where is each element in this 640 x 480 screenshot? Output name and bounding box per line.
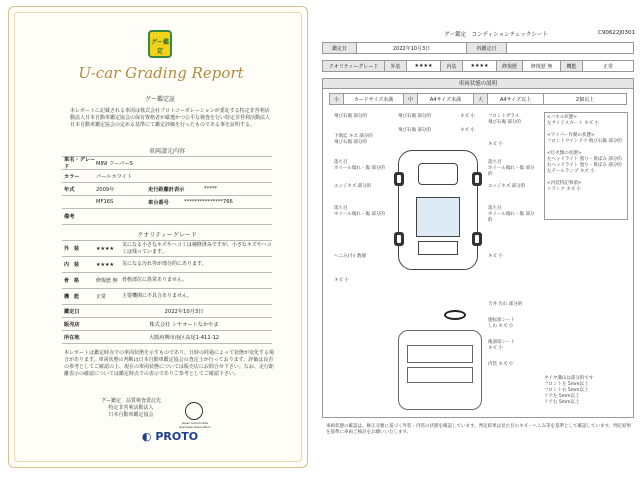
rear-seats	[407, 367, 473, 383]
date-label: 鑑定日	[64, 308, 80, 315]
exterior-value: ★★★★	[407, 61, 441, 71]
note-mid-3: キズ 小	[460, 114, 475, 119]
address-label: 所在地	[64, 334, 80, 341]
note-left-6: へこみ(小) 数個	[334, 254, 366, 259]
quality-stars: 正常	[96, 294, 107, 300]
exterior-label: 外装	[385, 61, 407, 71]
quality-label: 機 能	[64, 294, 80, 300]
rear-window	[418, 241, 458, 255]
quality-label: 骨 格	[64, 278, 80, 284]
vehicle-section-title: 車両請元内容	[148, 148, 185, 155]
remarks-row	[62, 209, 272, 225]
model-row	[62, 157, 272, 170]
note-right-1: フロントガラス 飛び石傷 部分的	[488, 114, 521, 125]
quality-row-interior	[62, 257, 272, 273]
note-mid-4: キズ 小	[460, 128, 475, 133]
address-value: 大阪府堺市南区高尾1-411-12	[148, 334, 220, 341]
model-label: 車名・グレード	[64, 157, 96, 170]
grade-row-sheet	[322, 60, 634, 72]
quality-desc: 気になる汚れ等が部分的にあります。	[122, 261, 207, 267]
side-detail-box: <パネル状態> 左サイドスカート キズ 小 <ワイパー作動の状態> フロントウインドウ 飛び石傷 部分的 <灯火類の状態> 左ヘッドライト 曇り・黄ばみ 部分的 右ヘッドライト 曇り・黄ばみ 部分的 左テールランプ キズ 小 <内装特記事項> トランク キズ 小	[544, 112, 628, 220]
note-right-6: キズ 小	[488, 254, 503, 259]
car-top-view	[398, 150, 478, 270]
size-mid-key: 中	[404, 94, 418, 104]
note-right-5: 落ち目 ホイール傷れ・傷 部分的	[488, 206, 535, 223]
interior-label: 内装	[441, 61, 463, 71]
tyre-rear-right-icon	[472, 232, 482, 246]
size-mid-value: A4サイズ未満	[418, 94, 474, 104]
note-mid-1: 飛び石傷 部分的	[398, 114, 431, 119]
note-right-2: キズ 小	[488, 142, 503, 147]
quality-stars: ★★★★	[96, 261, 114, 268]
color-label: カラー	[64, 173, 80, 180]
note-right-3: 落ち目 ホイール傷れ・傷 部分的	[488, 160, 535, 177]
tyre-front-right-icon	[472, 172, 482, 186]
goo-logo: グー鑑定	[148, 30, 172, 58]
function-value: 正常	[602, 63, 613, 70]
tyre-rear-left-icon	[394, 232, 404, 246]
state-title: 車両状態の説明	[323, 79, 633, 89]
mileage-label: 走行距離計表示	[148, 186, 185, 193]
proto-logo: ◐ PROTO	[141, 430, 199, 443]
note-left-4: エッジキズ 部分的	[334, 184, 372, 189]
function-label: 機能	[561, 61, 583, 71]
interior-value: ★★★★	[463, 61, 497, 71]
certificate-title: U-car Grading Report	[78, 64, 244, 82]
jaaa-logo-icon	[185, 402, 203, 420]
model-value: MINI クーパーS	[96, 160, 133, 167]
repair-value: 修復歴 無	[523, 61, 561, 71]
sheet-date-label: 鑑定日	[323, 43, 357, 53]
size-large-value: A4サイズ以上	[488, 94, 544, 104]
note-right-4: エッジキズ 部分的	[488, 184, 526, 189]
note-rear-seat: 後部席シート キズ 小	[488, 340, 515, 351]
size-small-value: カードサイズ未満	[344, 94, 404, 104]
remarks-label: 備考	[64, 214, 75, 220]
color-value: パールホワイト	[96, 173, 133, 180]
vin-value: ***************766	[184, 199, 233, 205]
quality-row-frame	[62, 273, 272, 289]
certificate-subtitle: グー鑑定証	[144, 96, 175, 103]
roof	[416, 197, 460, 237]
sheet-code: C90622J0301	[598, 30, 635, 36]
quality-desc: 主要機関に不具合ありません。	[122, 293, 193, 299]
note-mid-2: 飛び石傷 部分的	[398, 128, 431, 133]
dealer-value: 株式会社 シヤオートなかやま	[149, 321, 219, 328]
quality-table	[62, 240, 272, 344]
quality-label: 外 装	[64, 246, 80, 252]
date-row	[62, 305, 272, 318]
color-row	[62, 170, 272, 183]
note-driver-seat: 運転席シート しわ キズ 小	[488, 318, 515, 329]
quality-section-title: クオリティーグレード	[137, 232, 197, 239]
certificate-footer: 本レポートは鑑定時点での車両状態を示すものであり、日時の経過によって状態が変化する場合があります。車両状態の判断は日本自動車鑑定協会の査定士が行っております。評価は良否の参考としてご確認の上、現在の車両状態については販売店にお問合せ下さい。なお、走行距離表示の確認については鑑定時点での表示でありご参考としてご確認下さい。	[64, 350, 275, 377]
front-seats	[407, 345, 473, 363]
year-value: 2009年	[96, 186, 115, 193]
sheet-date-value: 2022年10月3日	[357, 43, 467, 53]
quality-stars: 修復歴 無	[96, 278, 118, 284]
sheet-redate-label: 再鑑定日	[467, 43, 507, 53]
quality-row-function	[62, 289, 272, 305]
bottom-note: 車両状態の確認は、修正分類に基づく外装・内装の状態を確認しています。判定結果は見た目のキズ・へこみ等を基準として確認しています。判定結果を基準に車両ご検討をお願いいたします。	[326, 424, 632, 435]
jaaa-text: Japan Automobile Appraisal Association	[178, 421, 212, 429]
vin-label: 車台番号	[148, 199, 169, 206]
note-left-3: 落ち目 ホイール傷れ・傷 部分的	[334, 160, 385, 171]
quality-label: 内 装	[64, 262, 80, 268]
quality-row-exterior	[62, 241, 272, 257]
dealer-row	[62, 318, 272, 331]
note-left-5: 落ち目 ホイール傷れ・傷 部分的	[334, 206, 385, 217]
note-left-7: キズ 小	[334, 278, 349, 283]
interior-diagram	[398, 330, 482, 410]
quality-desc: 骨格部位に異常ありません。	[122, 277, 188, 283]
type-row	[62, 196, 272, 209]
certificate-intro: 本レポートに記載される車両は株式会社プロトコーポレーションが委託する特定非営利活動法人日本自動車鑑定協会の保有資格者が厳選かつ公平な検査を行い特定非営利活動法人日本自動車鑑定協会の定める基準にて鑑定評価を行ったものである事を証明する。	[70, 108, 271, 128]
steering-wheel-icon	[444, 310, 466, 320]
date-row-sheet	[322, 42, 634, 54]
tyre-front-left-icon	[394, 172, 404, 186]
size-small-key: 小	[330, 94, 344, 104]
size-legend	[329, 93, 627, 105]
count-value: 2個以上	[575, 96, 595, 103]
grade-label: クオリティーグレード	[323, 61, 385, 71]
year-row	[62, 183, 272, 196]
vehicle-table	[62, 156, 272, 225]
type-value: MF16S	[96, 199, 114, 205]
note-interior: 内装 キズ 小	[488, 362, 514, 367]
repair-label: 修復歴	[497, 61, 523, 71]
note-left-2: 下地迄 キズ 部分的 飛び石傷 部分的	[334, 134, 373, 145]
quality-stars: ★★★★	[96, 245, 114, 252]
year-label: 年式	[64, 186, 75, 193]
note-ceiling: 天井 汚れ 部分的	[488, 302, 523, 307]
address-row	[62, 331, 272, 344]
org-name: グー鑑定 品質検査委託先 特定非営利活動法人 日本自動車鑑定協会	[100, 398, 161, 418]
tyre-note: タイヤ溝山は部分的です フロント左 5mm以上 フロント右 5mm以上 リア左 5mm以上 リア右 5mm以上	[544, 376, 594, 405]
sheet-header: グー鑑定 コンディションチェックシート	[444, 32, 548, 38]
size-large-key: 大	[474, 94, 488, 104]
note-left-1: 飛び石傷 部分的	[334, 114, 367, 119]
sheet-redate-value	[507, 43, 633, 53]
windshield	[418, 163, 458, 185]
quality-desc: 気になる小さなキズやヘコミは補修済みですが、小さなキズやヘコミは残っています。	[122, 241, 272, 255]
mileage-value: *****	[204, 186, 217, 192]
date-value: 2022年10月3日	[164, 308, 204, 315]
dealer-label: 販売店	[64, 321, 80, 328]
